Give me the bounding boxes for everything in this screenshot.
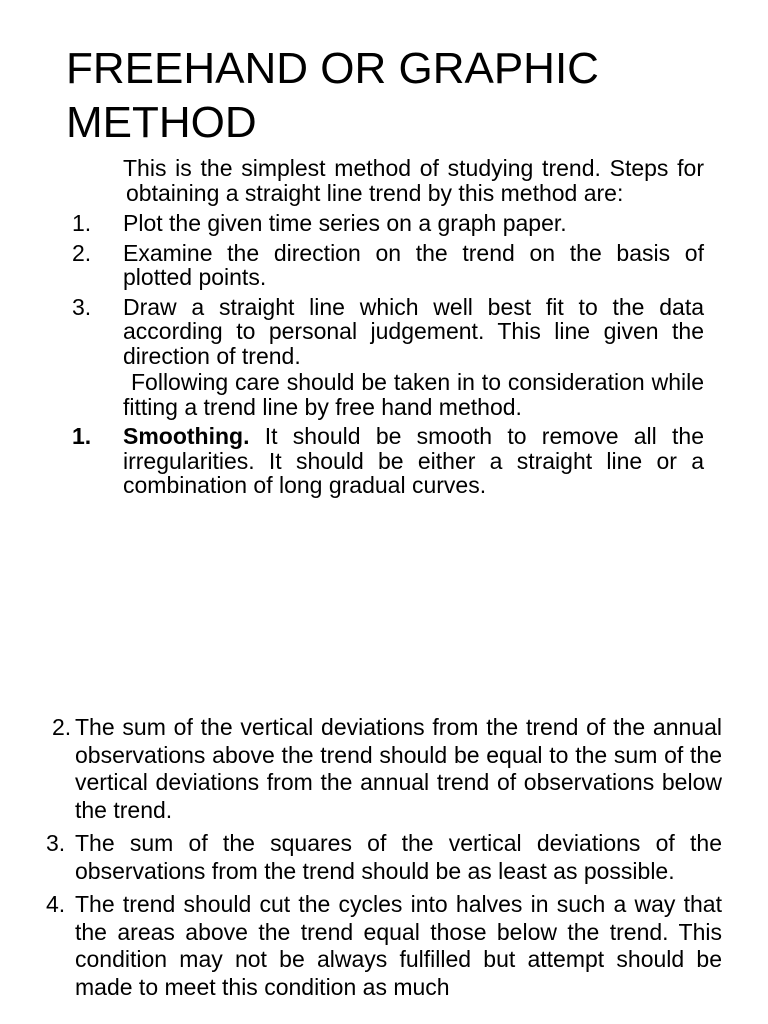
- condition-item-2: [46, 714, 722, 824]
- smoothing-text: It should be smooth to remove all the irregularities. It should be either a straight line or a combination of long gradual curves.: [123, 423, 705, 498]
- step-text: Draw a straight line which well best fit to the data according to personal judgement. This line given the direction of trend.: [123, 293, 704, 369]
- condition-text: The trend should cut the cycles into halves in such a way that the areas above the trend equal those below the trend. This condition may not be always fulfilled but attempt should be made to meet this condition as much: [75, 891, 722, 1000]
- condition-text: The sum of the squares of the vertical deviations of the observations from the trend should be as least as possible.: [75, 830, 722, 884]
- condition-number: 4.: [46, 891, 66, 917]
- smoothing-item: [72, 424, 704, 498]
- step-item-1: [72, 211, 704, 236]
- smoothing-label: Smoothing.: [123, 423, 250, 449]
- step-text: Examine the direction on the trend on the basis of plotted points.: [123, 239, 704, 290]
- step-number: 1.: [72, 210, 92, 236]
- slide-body: [72, 156, 704, 498]
- step-text: Plot the given time series on a graph paper.: [123, 210, 567, 236]
- intro-paragraph: This is the simplest method of studying trend. Steps for obtaining a straight line trend by this method are:: [123, 155, 704, 206]
- condition-number: 3.: [46, 830, 66, 856]
- condition-text: The sum of the vertical deviations from the trend of the annual observations above the trend should be equal to the sum of the vertical deviations from the annual trend of observations below the trend.: [75, 714, 722, 823]
- step-item-2: [72, 241, 704, 290]
- step-number: 3.: [72, 293, 92, 320]
- slide-care-conditions: [0, 700, 768, 1024]
- condition-item-3: [46, 830, 722, 885]
- step-item-3: [72, 295, 704, 369]
- smoothing-number: 1.: [72, 423, 92, 449]
- slide-body: [46, 714, 722, 1007]
- care-paragraph: Following care should be taken in to consideration while fitting a trend line by free hand method.: [123, 369, 704, 420]
- condition-item-4: [46, 891, 722, 1001]
- condition-number: 2.: [52, 714, 72, 740]
- step-number: 2.: [72, 239, 92, 266]
- slide-title: FREEHAND OR GRAPHIC METHOD: [66, 44, 599, 147]
